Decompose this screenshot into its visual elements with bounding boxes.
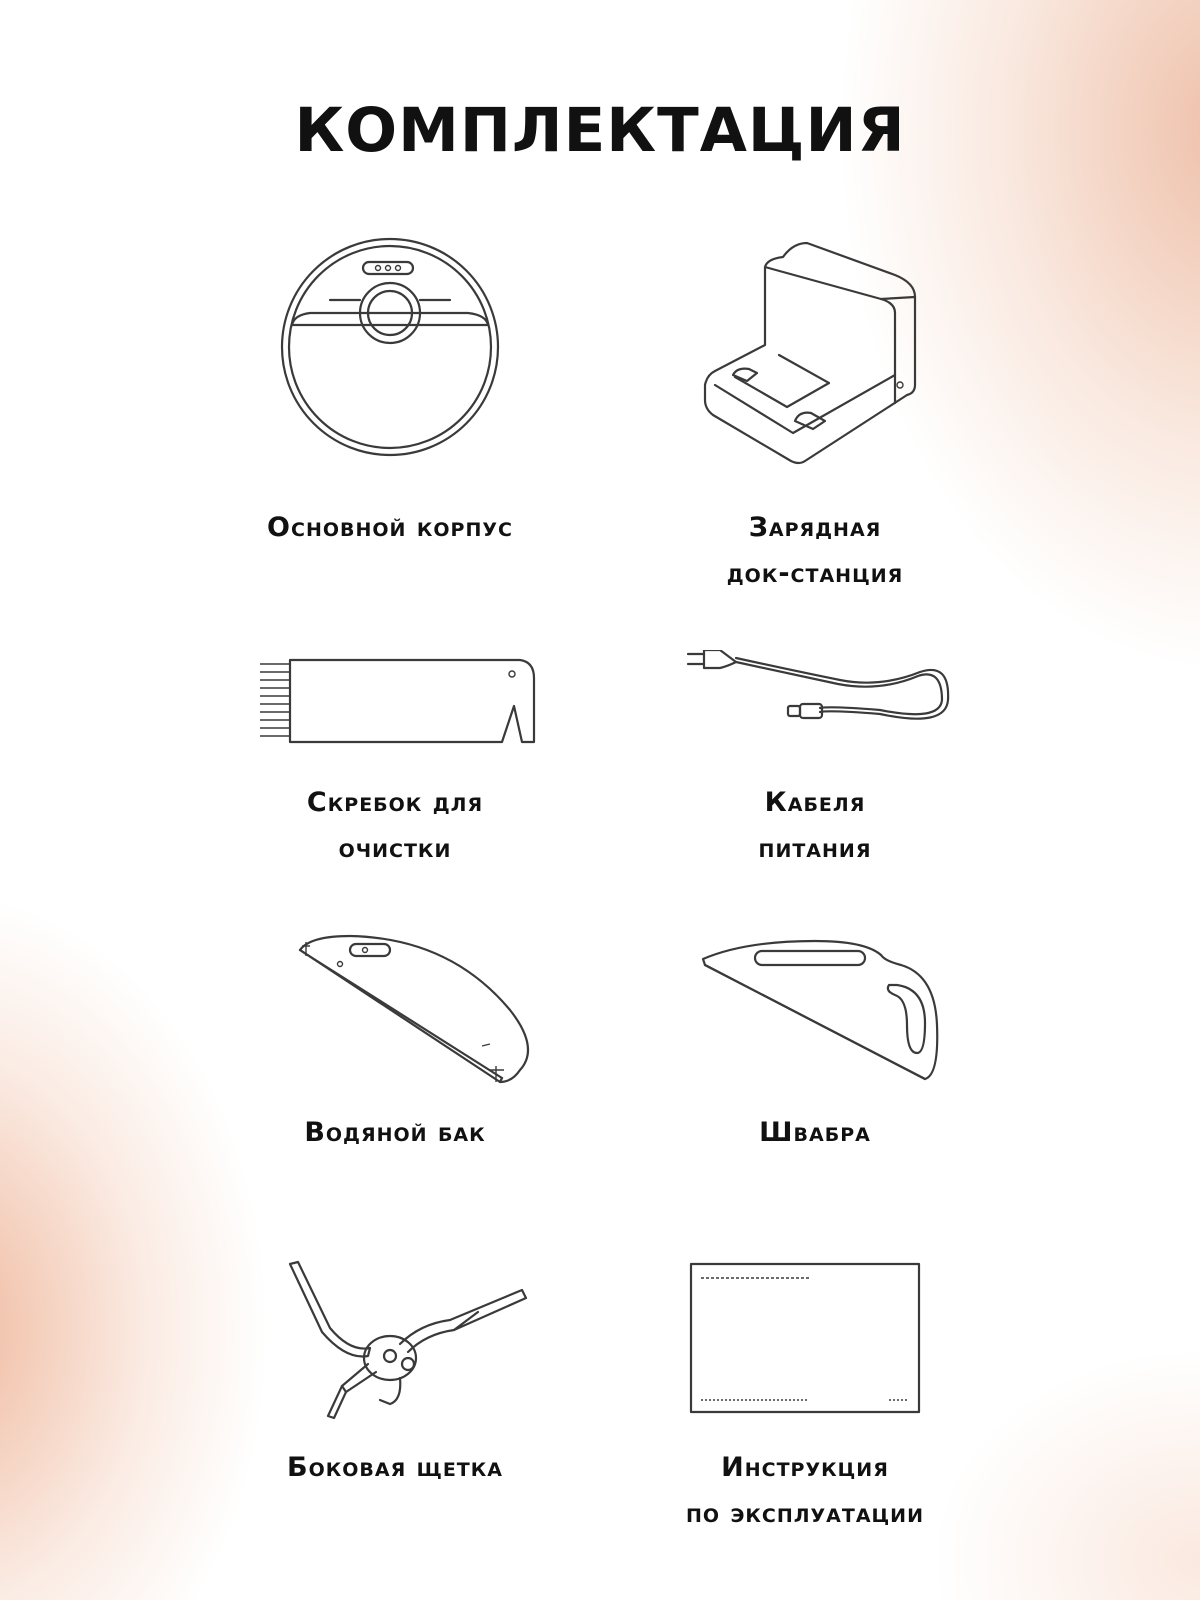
- item-label: Кабеля питания: [758, 787, 872, 864]
- side-brush-icon: [215, 1260, 575, 1420]
- item-label: Зарядная док-станция: [726, 512, 904, 589]
- manual-icon: [625, 1262, 985, 1414]
- charging-dock-icon: [635, 235, 995, 465]
- page-title: КОМПЛЕКТАЦИЯ: [294, 95, 906, 166]
- cleaning-scraper-icon: [215, 650, 575, 750]
- robot-vacuum-icon: [210, 235, 570, 460]
- item-label: Швабра: [759, 1117, 871, 1148]
- item-label: Боковая щетка: [287, 1452, 503, 1483]
- mop-icon: [635, 935, 995, 1085]
- item-label: Водяной бак: [304, 1117, 486, 1148]
- item-label: Основной корпус: [267, 512, 513, 543]
- item-label: Скребок для очистки: [306, 787, 484, 864]
- water-tank-icon: [215, 930, 575, 1090]
- item-label: Инструкция по эксплуатации: [685, 1452, 924, 1529]
- power-cable-icon: [635, 650, 995, 735]
